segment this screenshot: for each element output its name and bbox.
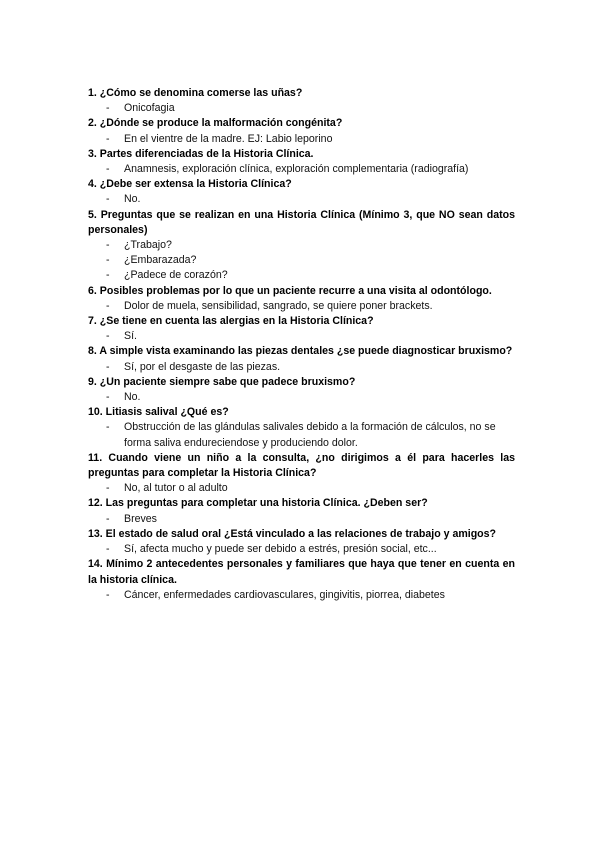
answer-item	[88, 253, 515, 268]
bullet-dash: -	[106, 391, 110, 404]
answer-text: ¿Padece de corazón?	[124, 269, 228, 282]
qa-item	[88, 496, 515, 526]
question-text: 13. El estado de salud oral ¿Está vinculado a las relaciones de trabajo y amigos?	[88, 527, 497, 540]
bullet-dash: -	[106, 330, 110, 343]
qa-item	[88, 314, 515, 344]
question-text: 14. Mínimo 2 antecedentes personales y familiares que haya que tener en cuenta en la historia clínica.	[88, 558, 515, 586]
answer-text: No, al tutor o al adulto	[124, 482, 228, 495]
answer-text: No.	[124, 391, 141, 404]
qa-item	[88, 451, 515, 497]
bullet-dash: -	[106, 360, 110, 373]
answer-item	[88, 542, 515, 557]
answer-text: Dolor de muela, sensibilidad, sangrado, se quiere poner brackets.	[124, 299, 433, 312]
answer-text: En el vientre de la madre. EJ: Labio leporino	[124, 132, 333, 145]
question-text: 2. ¿Dónde se produce la malformación congénita?	[88, 117, 343, 130]
question-text: 4. ¿Debe ser extensa la Historia Clínica?	[88, 178, 292, 191]
answer-text: Sí.	[124, 330, 137, 343]
answer-item	[88, 238, 515, 253]
bullet-dash: -	[106, 512, 110, 525]
answer-item	[88, 512, 515, 527]
qa-item	[88, 557, 515, 603]
qa-item	[88, 344, 515, 374]
answer-item	[88, 132, 515, 147]
answer-text: Sí, por el desgaste de las piezas.	[124, 360, 281, 373]
bullet-dash: -	[106, 269, 110, 282]
bullet-dash: -	[106, 102, 110, 115]
qa-item	[88, 177, 515, 207]
answer-text: Onicofagia	[124, 102, 175, 115]
question-text: 5. Preguntas que se realizan en una Historia Clínica (Mínimo 3, que NO sean datos personales)	[88, 208, 515, 236]
answer-item	[88, 192, 515, 207]
bullet-dash: -	[106, 299, 110, 312]
question-text: 7. ¿Se tiene en cuenta las alergias en la Historia Clínica?	[88, 315, 374, 328]
answer-text: Obstrucción de las glándulas salivales debido a la formación de cálculos, no se forma saliva endureciendose y produciendo dolor.	[124, 421, 496, 449]
qa-item	[88, 284, 515, 314]
answer-item	[88, 329, 515, 344]
question-text: 3. Partes diferenciadas de la Historia Clínica.	[88, 147, 314, 160]
answer-item	[88, 101, 515, 116]
question-text: 12. Las preguntas para completar una historia Clínica. ¿Deben ser?	[88, 497, 428, 510]
answer-item	[88, 588, 515, 603]
answer-text: ¿Trabajo?	[124, 239, 172, 252]
bullet-dash: -	[106, 239, 110, 252]
answer-item	[88, 268, 515, 283]
answer-item	[88, 162, 515, 177]
qa-item	[88, 405, 515, 451]
answer-item	[88, 420, 515, 450]
bullet-dash: -	[106, 163, 110, 176]
qa-item	[88, 527, 515, 557]
bullet-dash: -	[106, 254, 110, 267]
qa-item	[88, 375, 515, 405]
answer-text: Cáncer, enfermedades cardiovasculares, gingivitis, piorrea, diabetes	[124, 588, 445, 601]
answer-item	[88, 299, 515, 314]
bullet-dash: -	[106, 543, 110, 556]
qa-item	[88, 208, 515, 284]
answer-text: ¿Embarazada?	[124, 254, 197, 267]
question-list	[88, 86, 515, 603]
question-text: 11. Cuando viene un niño a la consulta, ¿no dirigimos a él para hacerles las preguntas para completar la Historia Clínica?	[88, 451, 515, 480]
answer-item	[88, 360, 515, 375]
qa-item	[88, 147, 515, 177]
answer-text: Sí, afecta mucho y puede ser debido a estrés, presión social, etc...	[124, 543, 437, 556]
answer-item	[88, 481, 515, 496]
answer-text: Anamnesis, exploración clínica, exploración complementaria (radiografía)	[124, 163, 469, 176]
bullet-dash: -	[106, 421, 110, 434]
question-text: 8. A simple vista examinando las piezas dentales ¿se puede diagnosticar bruxismo?	[88, 345, 513, 358]
answer-item	[88, 390, 515, 405]
bullet-dash: -	[106, 588, 110, 601]
bullet-dash: -	[106, 482, 110, 495]
answer-text: Breves	[124, 512, 157, 525]
bullet-dash: -	[106, 193, 110, 206]
question-text: 9. ¿Un paciente siempre sabe que padece bruxismo?	[88, 375, 356, 388]
question-text: 1. ¿Cómo se denomina comerse las uñas?	[88, 87, 303, 99]
qa-item	[88, 116, 515, 146]
question-text: 10. Litiasis salival ¿Qué es?	[88, 406, 229, 419]
question-text: 6. Posibles problemas por lo que un paciente recurre a una visita al odontólogo.	[88, 284, 492, 297]
qa-item	[88, 86, 515, 116]
answer-text: No.	[124, 193, 141, 206]
bullet-dash: -	[106, 132, 110, 145]
